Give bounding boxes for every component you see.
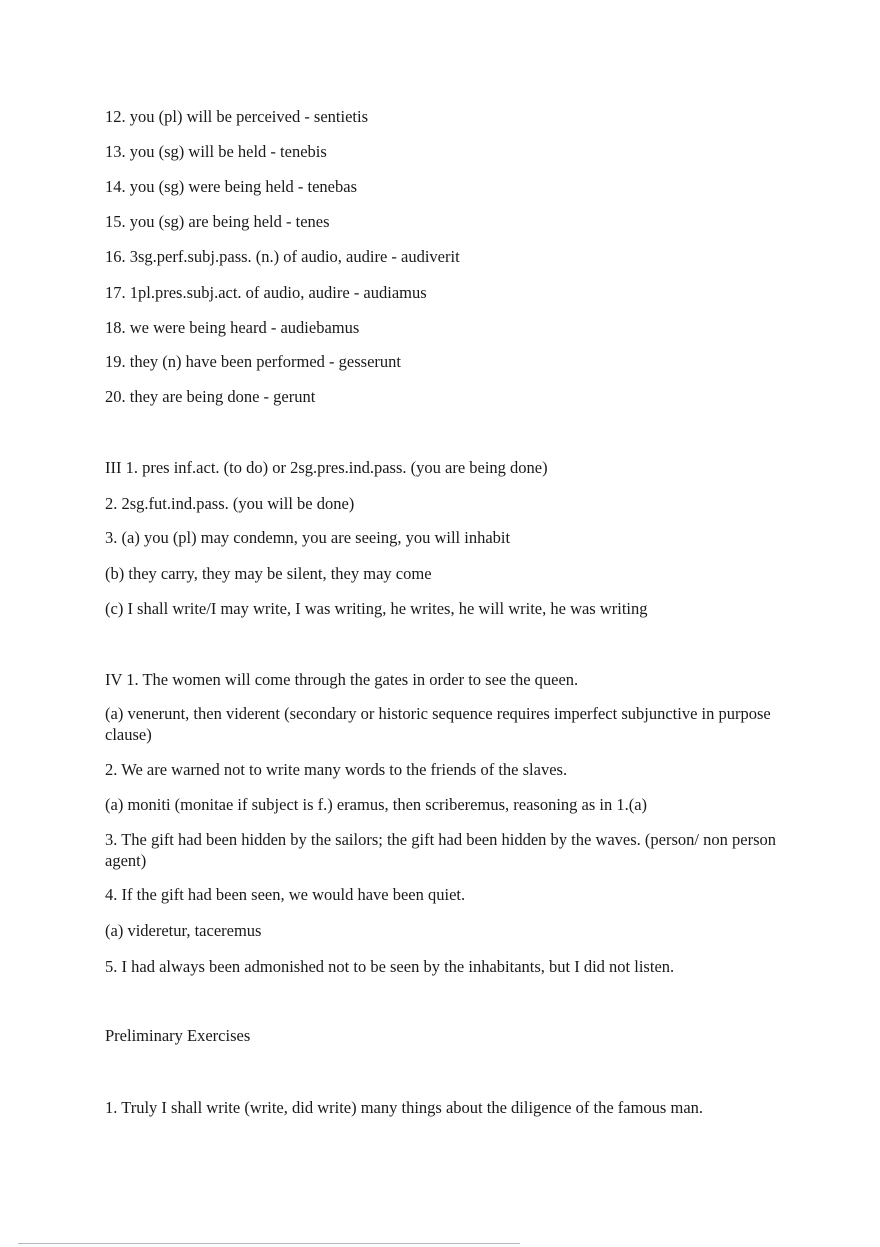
answer-line: 2. 2sg.fut.ind.pass. (you will be done) — [105, 494, 355, 513]
answer-line: 17. 1pl.pres.subj.act. of audio, audire - audiamus — [105, 283, 427, 302]
answer-line: 20. they are being done - gerunt — [105, 387, 316, 406]
answer-line: IV 1. The women will come through the gates in order to see the queen. — [105, 670, 579, 689]
footer-divider — [18, 1243, 520, 1244]
answer-line: (b) they carry, they may be silent, they may come — [105, 564, 432, 583]
answer-line: 13. you (sg) will be held - tenebis — [105, 142, 327, 161]
answer-line: 16. 3sg.perf.subj.pass. (n.) of audio, audire - audiverit — [105, 247, 460, 266]
answer-line: 3. The gift had been hidden by the sailors; the gift had been hidden by the waves. (person/ non person agent) — [105, 830, 776, 870]
answer-line: 15. you (sg) are being held - tenes — [105, 212, 330, 231]
answer-line: (a) moniti (monitae if subject is f.) eramus, then scriberemus, reasoning as in 1.(a) — [105, 795, 648, 814]
answer-line: (c) I shall write/I may write, I was writing, he writes, he will write, he was writing — [105, 599, 648, 618]
answer-line: (a) venerunt, then viderent (secondary or historic sequence requires imperfect subjunctive in purpose clause) — [105, 704, 771, 744]
answer-line: 18. we were being heard - audiebamus — [105, 318, 360, 337]
answer-line: 19. they (n) have been performed - gesserunt — [105, 352, 401, 371]
answer-line: (a) videretur, taceremus — [105, 921, 262, 940]
answer-line: 2. We are warned not to write many words to the friends of the slaves. — [105, 760, 568, 779]
answer-line: 1. Truly I shall write (write, did write) many things about the diligence of the famous man. — [105, 1098, 704, 1117]
section-heading: Preliminary Exercises — [105, 1026, 251, 1045]
answer-line: 14. you (sg) were being held - tenebas — [105, 177, 358, 196]
answer-line: III 1. pres inf.act. (to do) or 2sg.pres.ind.pass. (you are being done) — [105, 458, 548, 477]
answer-line: 4. If the gift had been seen, we would have been quiet. — [105, 885, 466, 904]
answer-line: 3. (a) you (pl) may condemn, you are seeing, you will inhabit — [105, 528, 511, 547]
answer-line: 12. you (pl) will be perceived - sentietis — [105, 107, 369, 126]
answer-line: 5. I had always been admonished not to be seen by the inhabitants, but I did not listen. — [105, 957, 675, 976]
